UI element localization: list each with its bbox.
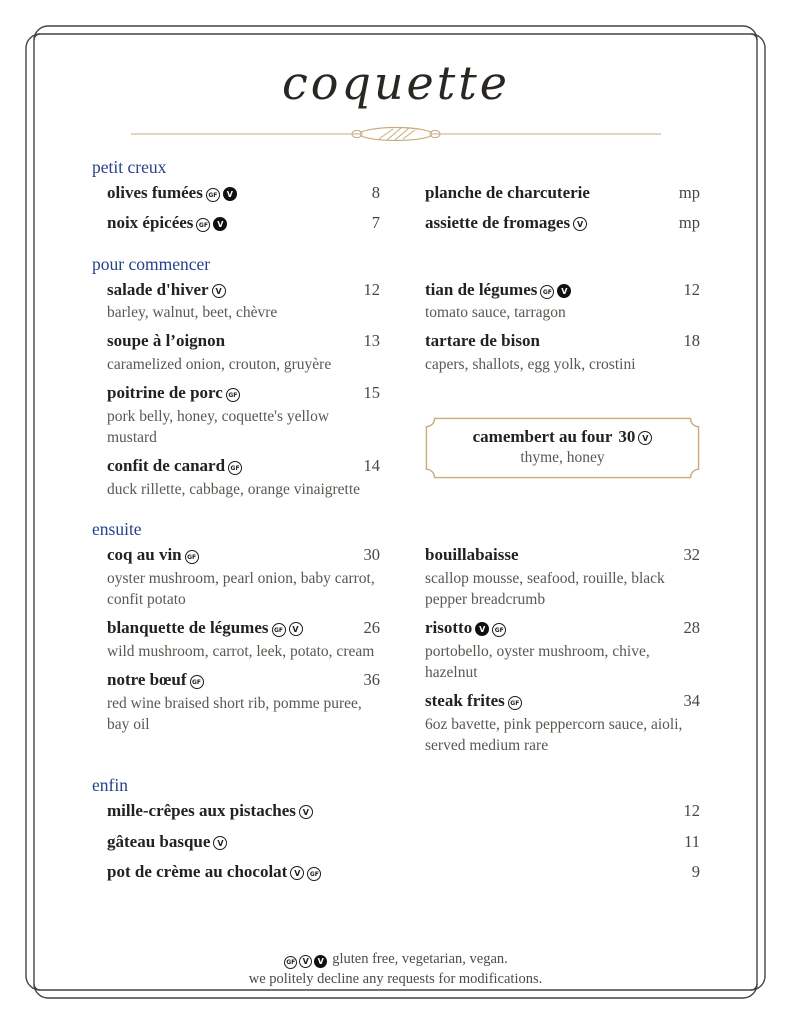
menu-item <box>107 181 380 205</box>
item-price: 18 <box>683 331 700 351</box>
menu-item <box>425 616 700 683</box>
gf-icon: GF <box>206 188 220 202</box>
gf-icon: GF <box>185 550 199 564</box>
divider-ornament <box>92 124 700 144</box>
item-price: 26 <box>363 617 380 637</box>
menu-item <box>92 860 700 884</box>
item-price: 7 <box>371 212 380 232</box>
section-petit-creux <box>92 181 700 241</box>
vegan-icon: V <box>475 622 489 636</box>
item-name: tian de légumes GF V <box>425 278 571 301</box>
item-price: 34 <box>683 690 700 710</box>
item-name: confit de canard GF <box>107 454 242 477</box>
item-price: mp <box>678 183 700 202</box>
item-description: capers, shallots, egg yolk, crostini <box>425 356 636 374</box>
section-ensuite <box>92 543 700 762</box>
item-price: 12 <box>683 800 700 820</box>
column-left <box>92 543 380 762</box>
item-description: portobello, oyster mushroom, chive, hazelnut <box>425 642 650 681</box>
item-price: 11 <box>684 831 700 851</box>
menu-item <box>425 329 700 375</box>
item-description: pork belly, honey, coquette's yellow mustard <box>107 407 330 447</box>
section-enfin <box>92 799 700 884</box>
item-price: 28 <box>683 617 700 637</box>
item-name: coq au vin GF <box>107 543 199 566</box>
menu-content <box>92 0 700 891</box>
menu-item <box>107 543 380 610</box>
item-price: 12 <box>683 279 700 299</box>
item-name: notre bœuf GF <box>107 668 204 691</box>
section-title-enfin: enfin <box>92 774 128 795</box>
item-name: salade d'hiver V <box>107 278 226 301</box>
item-name: blanquette de légumes GF V <box>107 616 303 639</box>
vegan-icon: V <box>223 187 237 201</box>
item-description: caramelized onion, crouton, gruyère <box>107 356 332 374</box>
feature-description: thyme, honey <box>520 449 605 467</box>
item-name: bouillabaisse <box>425 544 519 564</box>
menu-item <box>92 830 700 854</box>
gf-icon: GF <box>190 675 204 689</box>
menu-footer <box>0 951 791 988</box>
item-description: wild mushroom, carrot, leek, potato, cream <box>107 642 375 660</box>
item-price: 32 <box>683 544 700 564</box>
item-name: tartare de bison <box>425 331 540 351</box>
item-name: mille-crêpes aux pistaches V <box>107 799 313 823</box>
camembert-feature-box <box>425 417 700 479</box>
item-name: risotto V GF <box>425 616 506 639</box>
menu-item <box>107 616 380 662</box>
item-description: tomato sauce, tarragon <box>425 304 566 322</box>
modification-note: we politely decline any requests for modifications. <box>248 971 543 987</box>
gf-icon: GF <box>508 696 522 710</box>
menu-item <box>425 211 700 235</box>
vegetarian-icon: V <box>299 955 312 968</box>
menu-item <box>107 454 380 500</box>
vegetarian-icon: V <box>290 866 304 880</box>
gf-icon: GF <box>228 461 242 475</box>
vegetarian-icon: V <box>213 836 227 850</box>
gf-icon: GF <box>226 388 240 402</box>
item-price: 30 <box>363 544 380 564</box>
menu-item <box>425 543 700 610</box>
feature-name-line: camembert au four 30 V <box>437 427 688 447</box>
vegetarian-icon: V <box>638 431 652 445</box>
item-description: duck rillette, cabbage, orange vinaigrette <box>107 480 361 498</box>
column-right <box>410 543 700 762</box>
gf-icon: GF <box>272 623 286 637</box>
item-name: planche de charcuterie <box>425 183 590 202</box>
item-description: red wine braised short rib, pomme puree, bay oil <box>107 694 362 733</box>
gf-icon: GF <box>492 623 506 637</box>
gf-icon: GF <box>307 867 321 881</box>
feature-price: 30 <box>618 427 636 447</box>
column-right <box>410 181 700 241</box>
item-price: 36 <box>363 669 380 689</box>
item-name: noix épicées GF V <box>107 211 227 234</box>
vegetarian-icon: V <box>212 284 226 298</box>
item-name: gâteau basque V <box>107 830 227 854</box>
gf-icon: GF <box>196 218 210 232</box>
gf-icon: GF <box>284 956 297 969</box>
dietary-legend: GF V V gluten free, vegetarian, vegan. <box>286 951 508 967</box>
item-price: 9 <box>691 862 700 882</box>
item-price: 14 <box>363 456 380 476</box>
vegetarian-icon: V <box>299 805 313 819</box>
item-name: olives fumées GF V <box>107 181 237 204</box>
item-price: 15 <box>363 383 380 403</box>
item-description: oyster mushroom, pearl onion, baby carrot, confit potato <box>107 569 375 608</box>
vegan-icon: V <box>314 955 327 968</box>
section-title-pour-commencer: pour commencer <box>92 253 211 274</box>
vegetarian-icon: V <box>289 622 303 636</box>
item-name: assiette de fromages V <box>425 211 587 234</box>
restaurant-logo: coquette <box>282 56 510 110</box>
menu-item <box>92 799 700 823</box>
menu-item <box>425 181 700 205</box>
menu-item <box>107 668 380 735</box>
item-price: 12 <box>363 279 380 299</box>
item-name: pot de crème au chocolat V GF <box>107 860 321 884</box>
section-pour-commencer <box>92 278 700 506</box>
column-right <box>410 278 700 506</box>
menu-item <box>107 329 380 375</box>
item-name: steak frites GF <box>425 689 522 712</box>
item-name: soupe à l’oignon <box>107 331 226 351</box>
section-title-petit-creux: petit creux <box>92 157 167 177</box>
item-description: 6oz bavette, pink peppercorn sauce, aioli, served medium rare <box>425 715 683 754</box>
menu-item <box>107 211 380 235</box>
vegan-icon: V <box>213 217 227 231</box>
item-price: mp <box>678 212 700 232</box>
menu-item <box>107 381 380 448</box>
item-name: poitrine de porc GF <box>107 381 240 404</box>
vegan-icon: V <box>557 284 571 298</box>
column-left <box>92 181 380 241</box>
column-left <box>92 278 380 506</box>
gf-icon: GF <box>540 285 554 299</box>
item-price: 8 <box>371 183 380 202</box>
section-title-ensuite: ensuite <box>92 518 142 539</box>
item-price: 13 <box>363 331 380 351</box>
item-description: scallop mousse, seafood, rouille, black pepper breadcrumb <box>425 569 665 608</box>
menu-item <box>107 278 380 324</box>
menu-item <box>425 689 700 756</box>
item-description: barley, walnut, beet, chèvre <box>107 304 278 322</box>
menu-item <box>425 278 700 324</box>
vegetarian-icon: V <box>573 217 587 231</box>
